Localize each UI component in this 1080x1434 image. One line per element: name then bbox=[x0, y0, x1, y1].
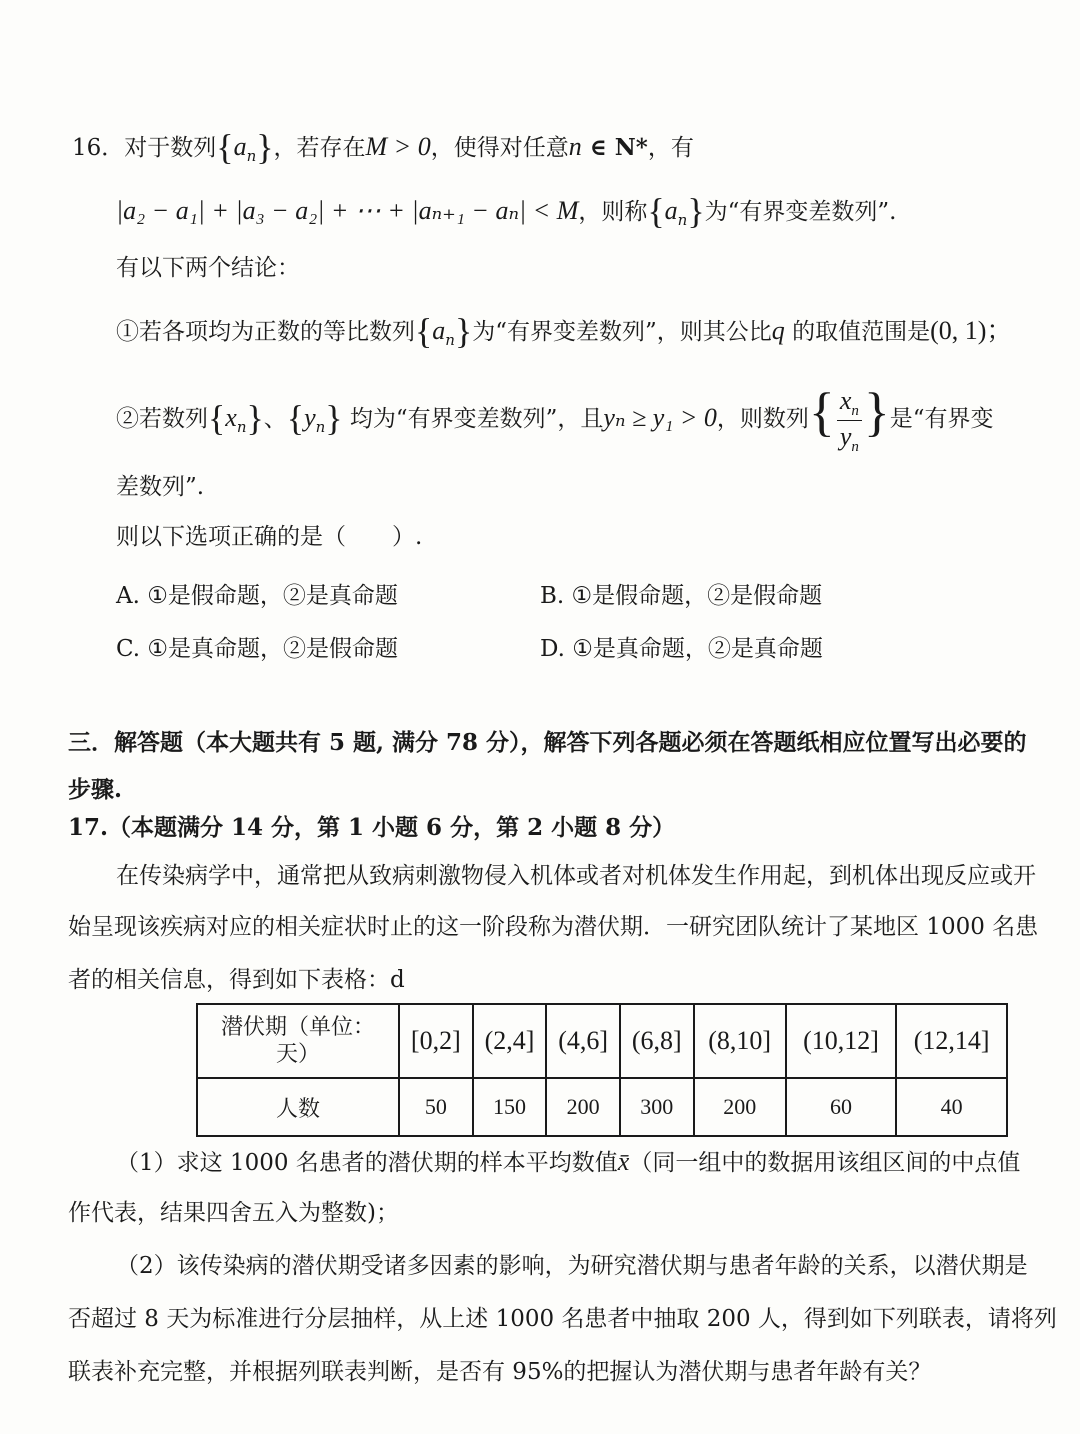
c2-end: 差数列”. bbox=[116, 474, 205, 500]
seq-x-sub: n bbox=[236, 418, 247, 436]
sub-question-2-cont: 否超过 8 天为标准进行分层抽样，从上述 1000 名患者中抽取 200 人，得到如下列联表，请将列 bbox=[68, 1306, 1057, 1332]
c1-c: 的取值范围是 bbox=[792, 319, 931, 345]
c1-a: ①若各项均为正数的等比数列 bbox=[116, 319, 415, 345]
interval-cell: (6,8] bbox=[620, 1004, 694, 1078]
q17-para-1: 在传染病学中，通常把从致病刺激物侵入机体或者对机体发生作用起，到机体出现反应或开 bbox=[116, 863, 1036, 889]
q16-line2: |a₂ − a₁| + |a₃ − a₂| + ⋯ + |aₙ₊₁ − aₙ| < M，则称$\{a_n\}$为“有界变差数列”. bbox=[116, 191, 897, 231]
option-c[interactable] bbox=[116, 636, 398, 664]
sub-question-1-cont: 作代表，结果四舍五入为整数)； bbox=[68, 1200, 399, 1226]
q17-header: 17.（本题满分 14 分，第 1 小题 6 分，第 2 小题 8 分） bbox=[68, 814, 676, 841]
option-a-text: ①是假命题，②是真命题 bbox=[147, 583, 398, 609]
q16-line1: 16．对于数列$\{a_n\}$，若存在M > 0，使得对任意n ∈ N*，有 bbox=[72, 127, 694, 167]
count-cell: 40 bbox=[896, 1078, 1007, 1136]
table-row-counts bbox=[197, 1078, 1007, 1136]
seq-a-sub: n bbox=[246, 147, 257, 165]
ratio-q: q bbox=[771, 316, 785, 345]
interval-cell: (2,4] bbox=[473, 1004, 547, 1078]
option-b-label: B. bbox=[540, 583, 565, 609]
M-condition: M > 0 bbox=[365, 132, 431, 161]
count-cell: 150 bbox=[473, 1078, 547, 1136]
seq-a-2: a bbox=[664, 196, 678, 225]
frac-den-sub: n bbox=[851, 438, 859, 455]
seq-a-2-sub: n bbox=[677, 211, 688, 229]
interval-cell: (12,14] bbox=[896, 1004, 1007, 1078]
q16-named: 为“有界变差数列”. bbox=[704, 199, 897, 225]
sub-question-2: （2）该传染病的潜伏期受诸多因素的影响，为研究潜伏期与患者年龄的关系，以潜伏期是 bbox=[116, 1253, 1028, 1279]
section3-heading-cont: 步骤. bbox=[68, 776, 123, 803]
incubation-table bbox=[196, 1003, 1008, 1137]
sub-question-2-end: 联表补充完整，并根据列联表判断，是否有 95%的把握认为潜伏期与患者年龄有关？ bbox=[68, 1359, 932, 1385]
option-d-text: ①是真命题，②是真命题 bbox=[572, 636, 823, 662]
option-a[interactable] bbox=[116, 583, 398, 611]
q16-number: 16 bbox=[72, 135, 102, 161]
x-bar: x̄ bbox=[617, 1147, 630, 1176]
option-a-label: A. bbox=[116, 583, 140, 609]
q16-intro-c: ，使得对任意 bbox=[430, 135, 569, 161]
conclusion-1: ①若各项均为正数的等比数列$\{a_n\}$为“有界变差数列”，则其公比q 的取值范围是(0, 1)； bbox=[116, 311, 1013, 351]
count-cell: 60 bbox=[786, 1078, 897, 1136]
option-c-text: ①是真命题，②是假命题 bbox=[147, 636, 399, 662]
N-star-set: ∈ N* bbox=[581, 134, 648, 161]
frac-num-sub: n bbox=[851, 402, 859, 419]
n-symbol: n bbox=[568, 132, 582, 161]
section3-heading: 三．解答题（本大题共有 5 题, 满分 78 分），解答下列各题必须在答题纸相应位置写出必要的 bbox=[68, 729, 1027, 756]
s1-a: （1）求这 1000 名患者的潜伏期的样本平均数值 bbox=[116, 1150, 618, 1176]
table-header-incubation bbox=[197, 1004, 399, 1078]
option-b-text: ①是假命题，②是假命题 bbox=[571, 583, 823, 609]
interval-cell: [0,2] bbox=[399, 1004, 473, 1078]
sub-question-1 bbox=[116, 1146, 1020, 1178]
variation-formula: |a₂ − a₁| + |a₃ − a₂| + ⋯ + |aₙ₊₁ − aₙ| < M bbox=[116, 196, 579, 225]
header-line-a: 潜伏期（单位： bbox=[220, 1014, 375, 1040]
header-line-b: 天） bbox=[275, 1042, 320, 1067]
c2-c: ，则数列 bbox=[716, 406, 809, 432]
table-row-intervals bbox=[197, 1004, 1007, 1078]
count-cell: 50 bbox=[399, 1078, 473, 1136]
count-cell: 200 bbox=[546, 1078, 620, 1136]
interval-cell: (8,10] bbox=[694, 1004, 786, 1078]
frac-num: x bbox=[839, 385, 852, 415]
c2-a: ②若数列 bbox=[116, 406, 208, 432]
q16-intro-d: ，有 bbox=[647, 135, 694, 161]
seq-y: y bbox=[304, 403, 316, 432]
interval-cell: (4,6] bbox=[546, 1004, 620, 1078]
table-header-count: 人数 bbox=[197, 1078, 399, 1136]
seq-a-3-sub: n bbox=[445, 331, 455, 349]
q16-ask: 则以下选项正确的是（ ）. bbox=[116, 524, 423, 550]
seq-y-sub: n bbox=[315, 418, 326, 436]
option-d[interactable] bbox=[540, 636, 823, 664]
conclusion-2: ②若数列$\{x_n\}$、$\{y_n\}$ 均为“有界变差数列”，且yₙ ≥ y₁ > 0，则数列{ $\frac{x_n}{y_n}$ }是“有界变 bbox=[116, 382, 994, 455]
q16-intro-a: 对于数列 bbox=[124, 135, 217, 161]
count-cell: 200 bbox=[694, 1078, 786, 1136]
seq-a: a bbox=[233, 132, 247, 161]
option-d-label: D. bbox=[540, 636, 565, 662]
c2-sep: 、 bbox=[263, 406, 287, 432]
ratio-fraction bbox=[837, 385, 862, 456]
seq-a-3: a bbox=[432, 316, 446, 345]
q16-called: ，则称 bbox=[578, 199, 648, 225]
q17-para-2: 始呈现该疾病对应的相关症状时止的这一阶段称为潜伏期．一研究团队统计了某地区 1000 名患 bbox=[68, 914, 1039, 940]
frac-den: y bbox=[839, 421, 852, 451]
s1-b: （同一组中的数据用该组区间的中点值 bbox=[629, 1150, 1021, 1176]
option-c-label: C. bbox=[116, 636, 141, 662]
count-cell: 300 bbox=[620, 1078, 694, 1136]
q16-intro-b: ，若存在 bbox=[273, 135, 366, 161]
q17-para-3: 者的相关信息，得到如下表格：d bbox=[68, 967, 405, 993]
seq-x: x bbox=[225, 403, 237, 432]
c2-b: 均为“有界变差数列”，且 bbox=[349, 406, 604, 432]
conclusions-intro: 有以下两个结论： bbox=[116, 255, 300, 281]
c1-range: (0, 1)； bbox=[930, 316, 1013, 345]
option-b[interactable] bbox=[540, 583, 822, 611]
c1-b: 为“有界变差数列”，则其公比 bbox=[472, 319, 772, 345]
c2-d: 是“有界变 bbox=[889, 406, 994, 432]
interval-cell: (10,12] bbox=[786, 1004, 897, 1078]
c2-condition: yₙ ≥ y₁ > 0 bbox=[603, 403, 717, 432]
